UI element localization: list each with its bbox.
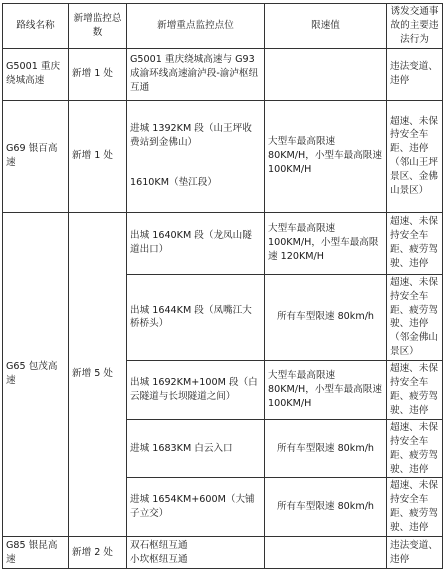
violation-cell: 超速、未保持安全车距、疲劳驾驶、违停	[387, 478, 443, 537]
location-cell	[127, 537, 265, 569]
speed-cell: 大型车最高限速 80KM/H，小型车最高限速 100KM/H	[265, 361, 387, 420]
location-cell: 出城 1644KM 段（凤嘴江大桥桥头）	[127, 274, 265, 360]
route-name-cell: G5001 重庆绕城高速	[3, 48, 69, 100]
speed-cell: 所有车型限速 80km/h	[265, 478, 387, 537]
location-cell	[127, 100, 265, 212]
location-cell: 进城 1683KM 白云入口	[127, 419, 265, 478]
speed-cell: 所有车型限速 80km/h	[265, 419, 387, 478]
route-name-cell: G65 包茂高速	[3, 212, 69, 536]
location-cell: 进城 1654KM+600M（大铺子立交）	[127, 478, 265, 537]
location-line: 1610KM（垫江段）	[130, 177, 217, 189]
violation-cell: 超速、未保持安全车距、疲劳驾驶、违停	[387, 361, 443, 420]
table-row	[3, 212, 443, 274]
count-cell: 新增 2 处	[69, 537, 127, 569]
speed-cell	[265, 48, 387, 100]
location-line: 双石枢纽互通	[130, 539, 188, 551]
location-line: 小坎枢纽互通	[130, 553, 188, 565]
location-cell: 出城 1692KM+100M 段（白云隧道与长坝隧道之间）	[127, 361, 265, 420]
violation-cell: 超速、未保持安全车距、疲劳驾驶、违停	[387, 419, 443, 478]
speed-cell: 大型车最高限速 100KM/H，小型车最高限速 120KM/H	[265, 212, 387, 274]
speed-cell: 所有车型限速 80km/h	[265, 274, 387, 360]
location-cell: 出城 1640KM 段（龙凤山隧道出口）	[127, 212, 265, 274]
table-row	[3, 100, 443, 212]
count-cell: 新增 1 处	[69, 100, 127, 212]
route-name-cell: G85 银昆高速	[3, 537, 69, 569]
table-header-row	[3, 4, 443, 49]
table-row	[3, 48, 443, 100]
table-row	[3, 537, 443, 569]
header-new-count: 新增监控总数	[69, 4, 127, 49]
header-speed-limit: 限速值	[265, 4, 387, 49]
violation-cell: 超速、未保持安全车距、疲劳驾驶、违停	[387, 212, 443, 274]
header-new-locations: 新增重点监控点位	[127, 4, 265, 49]
route-name-cell: G69 银百高速	[3, 100, 69, 212]
header-violations: 诱发交通事故的主要违法行为	[387, 4, 443, 49]
monitoring-points-table	[2, 3, 443, 569]
count-cell: 新增 5 处	[69, 212, 127, 536]
header-route-name: 路线名称	[3, 4, 69, 49]
count-cell: 新增 1 处	[69, 48, 127, 100]
violation-cell: 违法变道、违停	[387, 537, 443, 569]
location-line: 进城 1392KM 段（山王坪收费站到金佛山）	[130, 123, 252, 149]
speed-cell: 大型车最高限速 80KM/H，小型车最高限速 100KM/H	[265, 100, 387, 212]
speed-cell	[265, 537, 387, 569]
violation-cell: 超速、未保持安全车距、疲劳驾驶、违停（邻金佛山景区）	[387, 274, 443, 360]
violation-cell: 超速、未保持安全车距、违停（邻山王坪景区、金佛山景区）	[387, 100, 443, 212]
location-cell: G5001 重庆绕城高速与 G93 成渝环线高速渝泸段-渝泸枢纽互通	[127, 48, 265, 100]
violation-cell: 违法变道、违停	[387, 48, 443, 100]
